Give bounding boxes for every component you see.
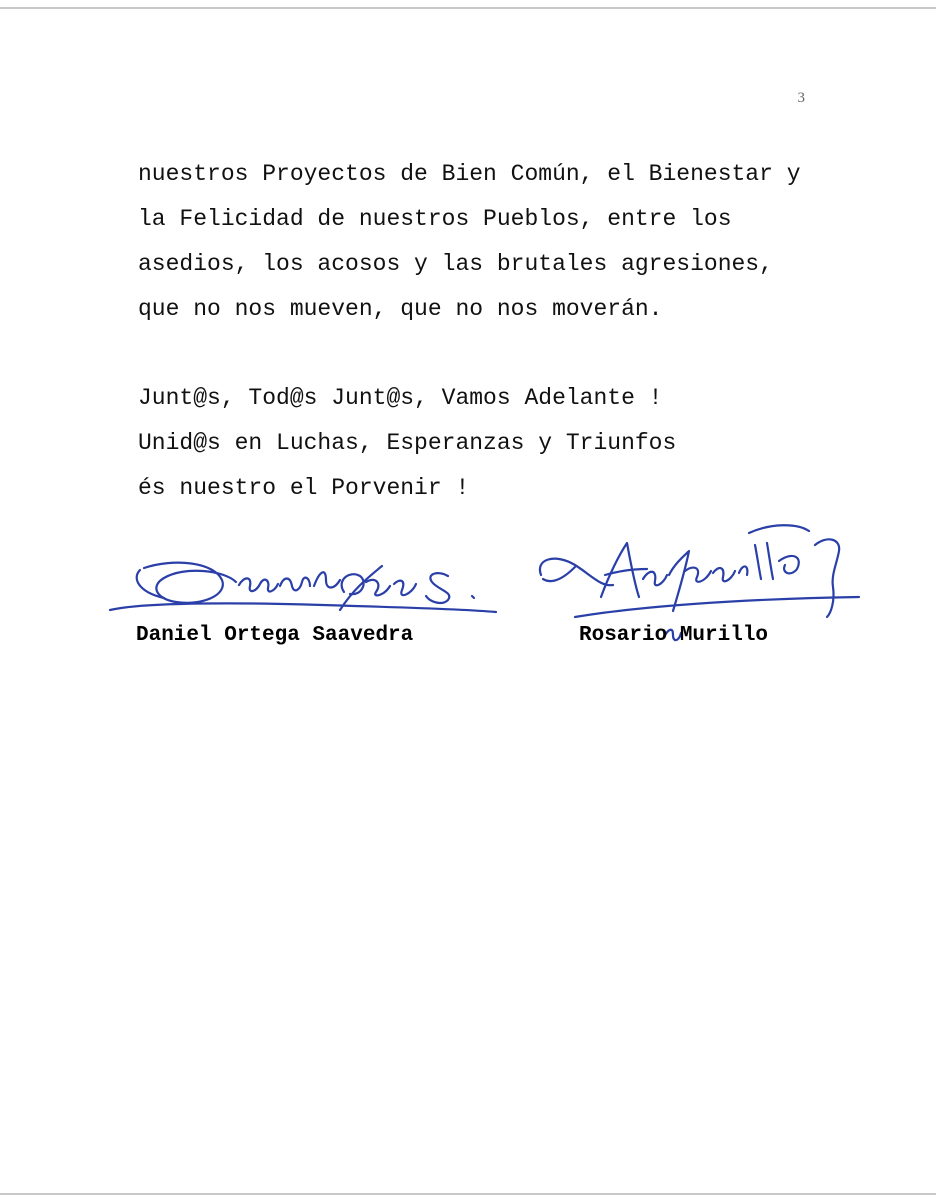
paragraph-line: que no nos mueven, que no nos moverán. <box>138 296 663 322</box>
paragraph-line: nuestros Proyectos de Bien Común, el Bienestar y <box>138 161 801 187</box>
signer-name-ortega: Daniel Ortega Saavedra <box>136 624 414 647</box>
page-bottom-edge <box>0 1193 936 1195</box>
body-paragraph <box>138 152 803 332</box>
paragraph-line: la Felicidad de nuestros Pueblos, entre los <box>138 206 732 232</box>
handwritten-signature-ortega-icon <box>104 540 504 625</box>
signer-name-murillo: Rosario Murillo <box>579 624 769 647</box>
closing-line: Unid@s en Luchas, Esperanzas y Triunfos <box>138 430 677 456</box>
page-number: 3 <box>797 90 805 106</box>
closing-line: Junt@s, Tod@s Junt@s, Vamos Adelante ! <box>138 385 663 411</box>
page-top-edge <box>0 7 936 9</box>
closing-paragraph <box>138 376 803 511</box>
closing-line: és nuestro el Porvenir ! <box>138 475 470 501</box>
paragraph-line: asedios, los acosos y las brutales agresiones, <box>138 251 773 277</box>
